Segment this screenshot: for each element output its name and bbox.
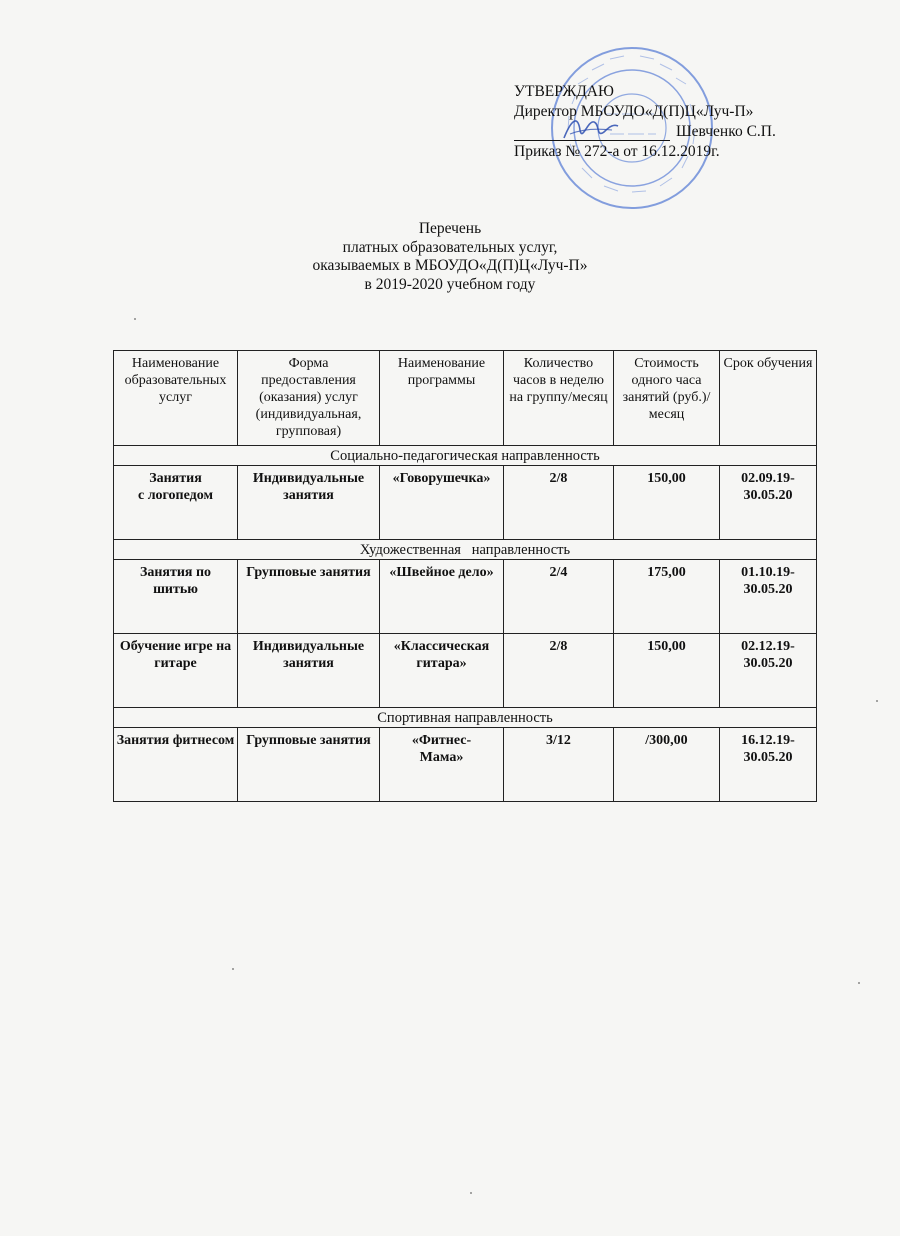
scan-speck: [858, 982, 860, 984]
cell-form: Групповые занятия: [238, 728, 380, 802]
cell-term: 02.12.19- 30.05.20: [720, 634, 817, 708]
section-row: [114, 540, 817, 560]
cell-service: Занятия по шитью: [114, 560, 238, 634]
header-service-name: Наименование образовательных услуг: [114, 351, 238, 446]
scan-speck: [876, 700, 878, 702]
cell-form: Индивидуальные занятия: [238, 466, 380, 540]
cell-service: Занятия с логопедом: [114, 466, 238, 540]
table-row: [114, 560, 817, 634]
cell-hours: 2/8: [504, 634, 614, 708]
cell-program: «Швейное дело»: [380, 560, 504, 634]
document-title: [0, 220, 900, 294]
cell-hours: 2/8: [504, 466, 614, 540]
cell-term: 01.10.19- 30.05.20: [720, 560, 817, 634]
scan-speck: [232, 968, 234, 970]
cell-term: 02.09.19- 30.05.20: [720, 466, 817, 540]
order-reference: Приказ № 272-а от 16.12.2019г.: [514, 143, 720, 160]
section-title: Художественная направленность: [114, 540, 817, 560]
scan-speck: [134, 318, 136, 320]
title-line-1: Перечень: [418, 220, 482, 237]
title-line-2: платных образовательных услуг,: [342, 238, 558, 256]
director-name: Шевченко С.П.: [676, 123, 776, 140]
table-row: [114, 466, 817, 540]
director-position: Директор МБОУДО«Д(П)Ц«Луч-П»: [514, 103, 754, 120]
title-line-3: оказываемых в МБОУДО«Д(П)Ц«Луч-П»: [312, 257, 588, 274]
header-hours: Количество часов в неделю на группу/месяц: [504, 351, 614, 446]
table-row: [114, 728, 817, 802]
approval-heading: УТВЕРЖДАЮ: [514, 83, 614, 100]
cell-form: Индивидуальные занятия: [238, 634, 380, 708]
header-term: Срок обучения: [720, 351, 817, 446]
paid-services-table: [113, 350, 817, 802]
approval-block: [514, 82, 814, 162]
section-row: [114, 446, 817, 466]
cell-program: «Фитнес- Мама»: [380, 728, 504, 802]
cell-service: Обучение игре на гитаре: [114, 634, 238, 708]
cell-hours: 3/12: [504, 728, 614, 802]
cell-program: «Говорушечка»: [380, 466, 504, 540]
table-row: [114, 634, 817, 708]
header-service-form: Форма предоставления (оказания) услуг (индивидуальная, групповая): [238, 351, 380, 446]
cell-form: Групповые занятия: [238, 560, 380, 634]
cell-hours: 2/4: [504, 560, 614, 634]
cell-cost: 150,00: [614, 634, 720, 708]
signature-underline: [514, 140, 670, 141]
cell-program: «Классическая гитара»: [380, 634, 504, 708]
header-cost: Стоимость одного часа занятий (руб.)/месяц: [614, 351, 720, 446]
cell-cost: 150,00: [614, 466, 720, 540]
cell-term: 16.12.19- 30.05.20: [720, 728, 817, 802]
title-line-4: в 2019-2020 учебном году: [364, 275, 536, 293]
header-program-name: Наименование программы: [380, 351, 504, 446]
scan-speck: [470, 1192, 472, 1194]
table-header-row: [114, 351, 817, 446]
cell-service: Занятия фитнесом: [114, 728, 238, 802]
cell-cost: 175,00: [614, 560, 720, 634]
section-title: Социально-педагогическая направленность: [114, 446, 817, 466]
section-title: Спортивная направленность: [114, 708, 817, 728]
section-row: [114, 708, 817, 728]
signature-line: [514, 122, 814, 142]
cell-cost: /300,00: [614, 728, 720, 802]
